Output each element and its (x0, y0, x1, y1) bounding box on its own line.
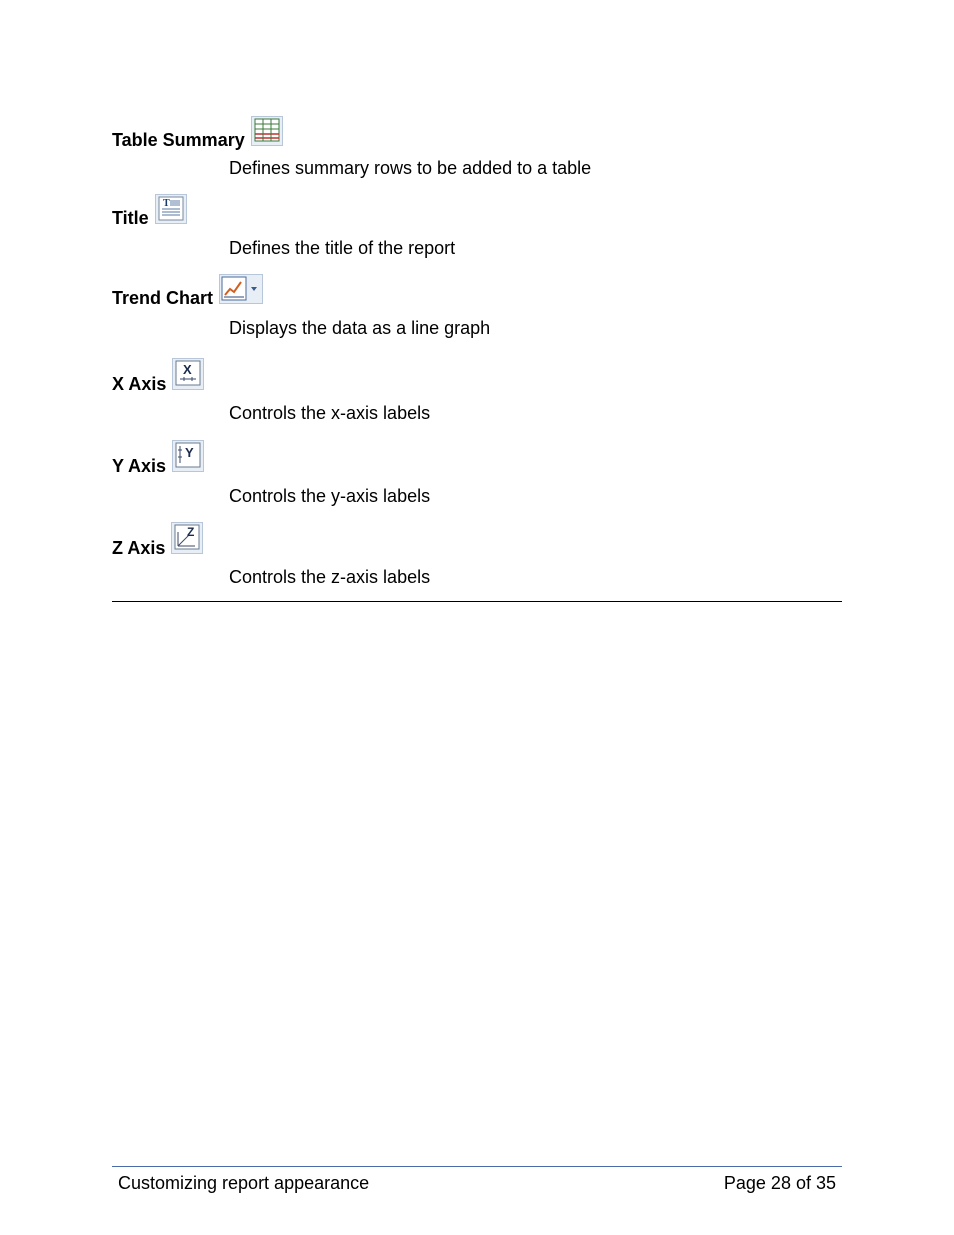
term-x-axis (112, 358, 204, 394)
term-table-summary (112, 116, 283, 150)
footer-section-title: Customizing report appearance (118, 1173, 370, 1193)
term-y-axis (112, 440, 204, 476)
table-summary-icon (251, 116, 283, 150)
svg-text:Y: Y (185, 445, 194, 460)
term-label: Y Axis (112, 456, 167, 476)
description: Controls the z-axis labels (229, 567, 431, 587)
svg-text:X: X (183, 362, 193, 377)
description: Controls the x-axis labels (229, 403, 431, 423)
term-title (112, 194, 187, 228)
z-axis-icon (171, 522, 203, 558)
term-label: Trend Chart (112, 288, 214, 308)
description: Displays the data as a line graph (229, 318, 491, 338)
term-trend-chart (112, 274, 263, 308)
y-axis-icon (172, 440, 204, 476)
description: Controls the y-axis labels (229, 486, 431, 506)
section-divider (112, 601, 842, 602)
term-label: X Axis (112, 374, 167, 394)
term-z-axis (112, 522, 203, 558)
svg-text:Z: Z (187, 525, 195, 539)
description: Defines summary rows to be added to a table (229, 158, 592, 178)
term-label: Table Summary (112, 130, 245, 150)
footer-page-number: Page 28 of 35 (723, 1173, 836, 1193)
title-icon (155, 194, 187, 228)
footer-divider (112, 1166, 842, 1167)
term-label: Title (112, 208, 149, 228)
x-axis-icon (172, 358, 204, 394)
description: Defines the title of the report (229, 238, 456, 258)
svg-text:T: T (162, 198, 170, 209)
term-label: Z Axis (112, 538, 166, 558)
trend-chart-icon (219, 274, 263, 308)
